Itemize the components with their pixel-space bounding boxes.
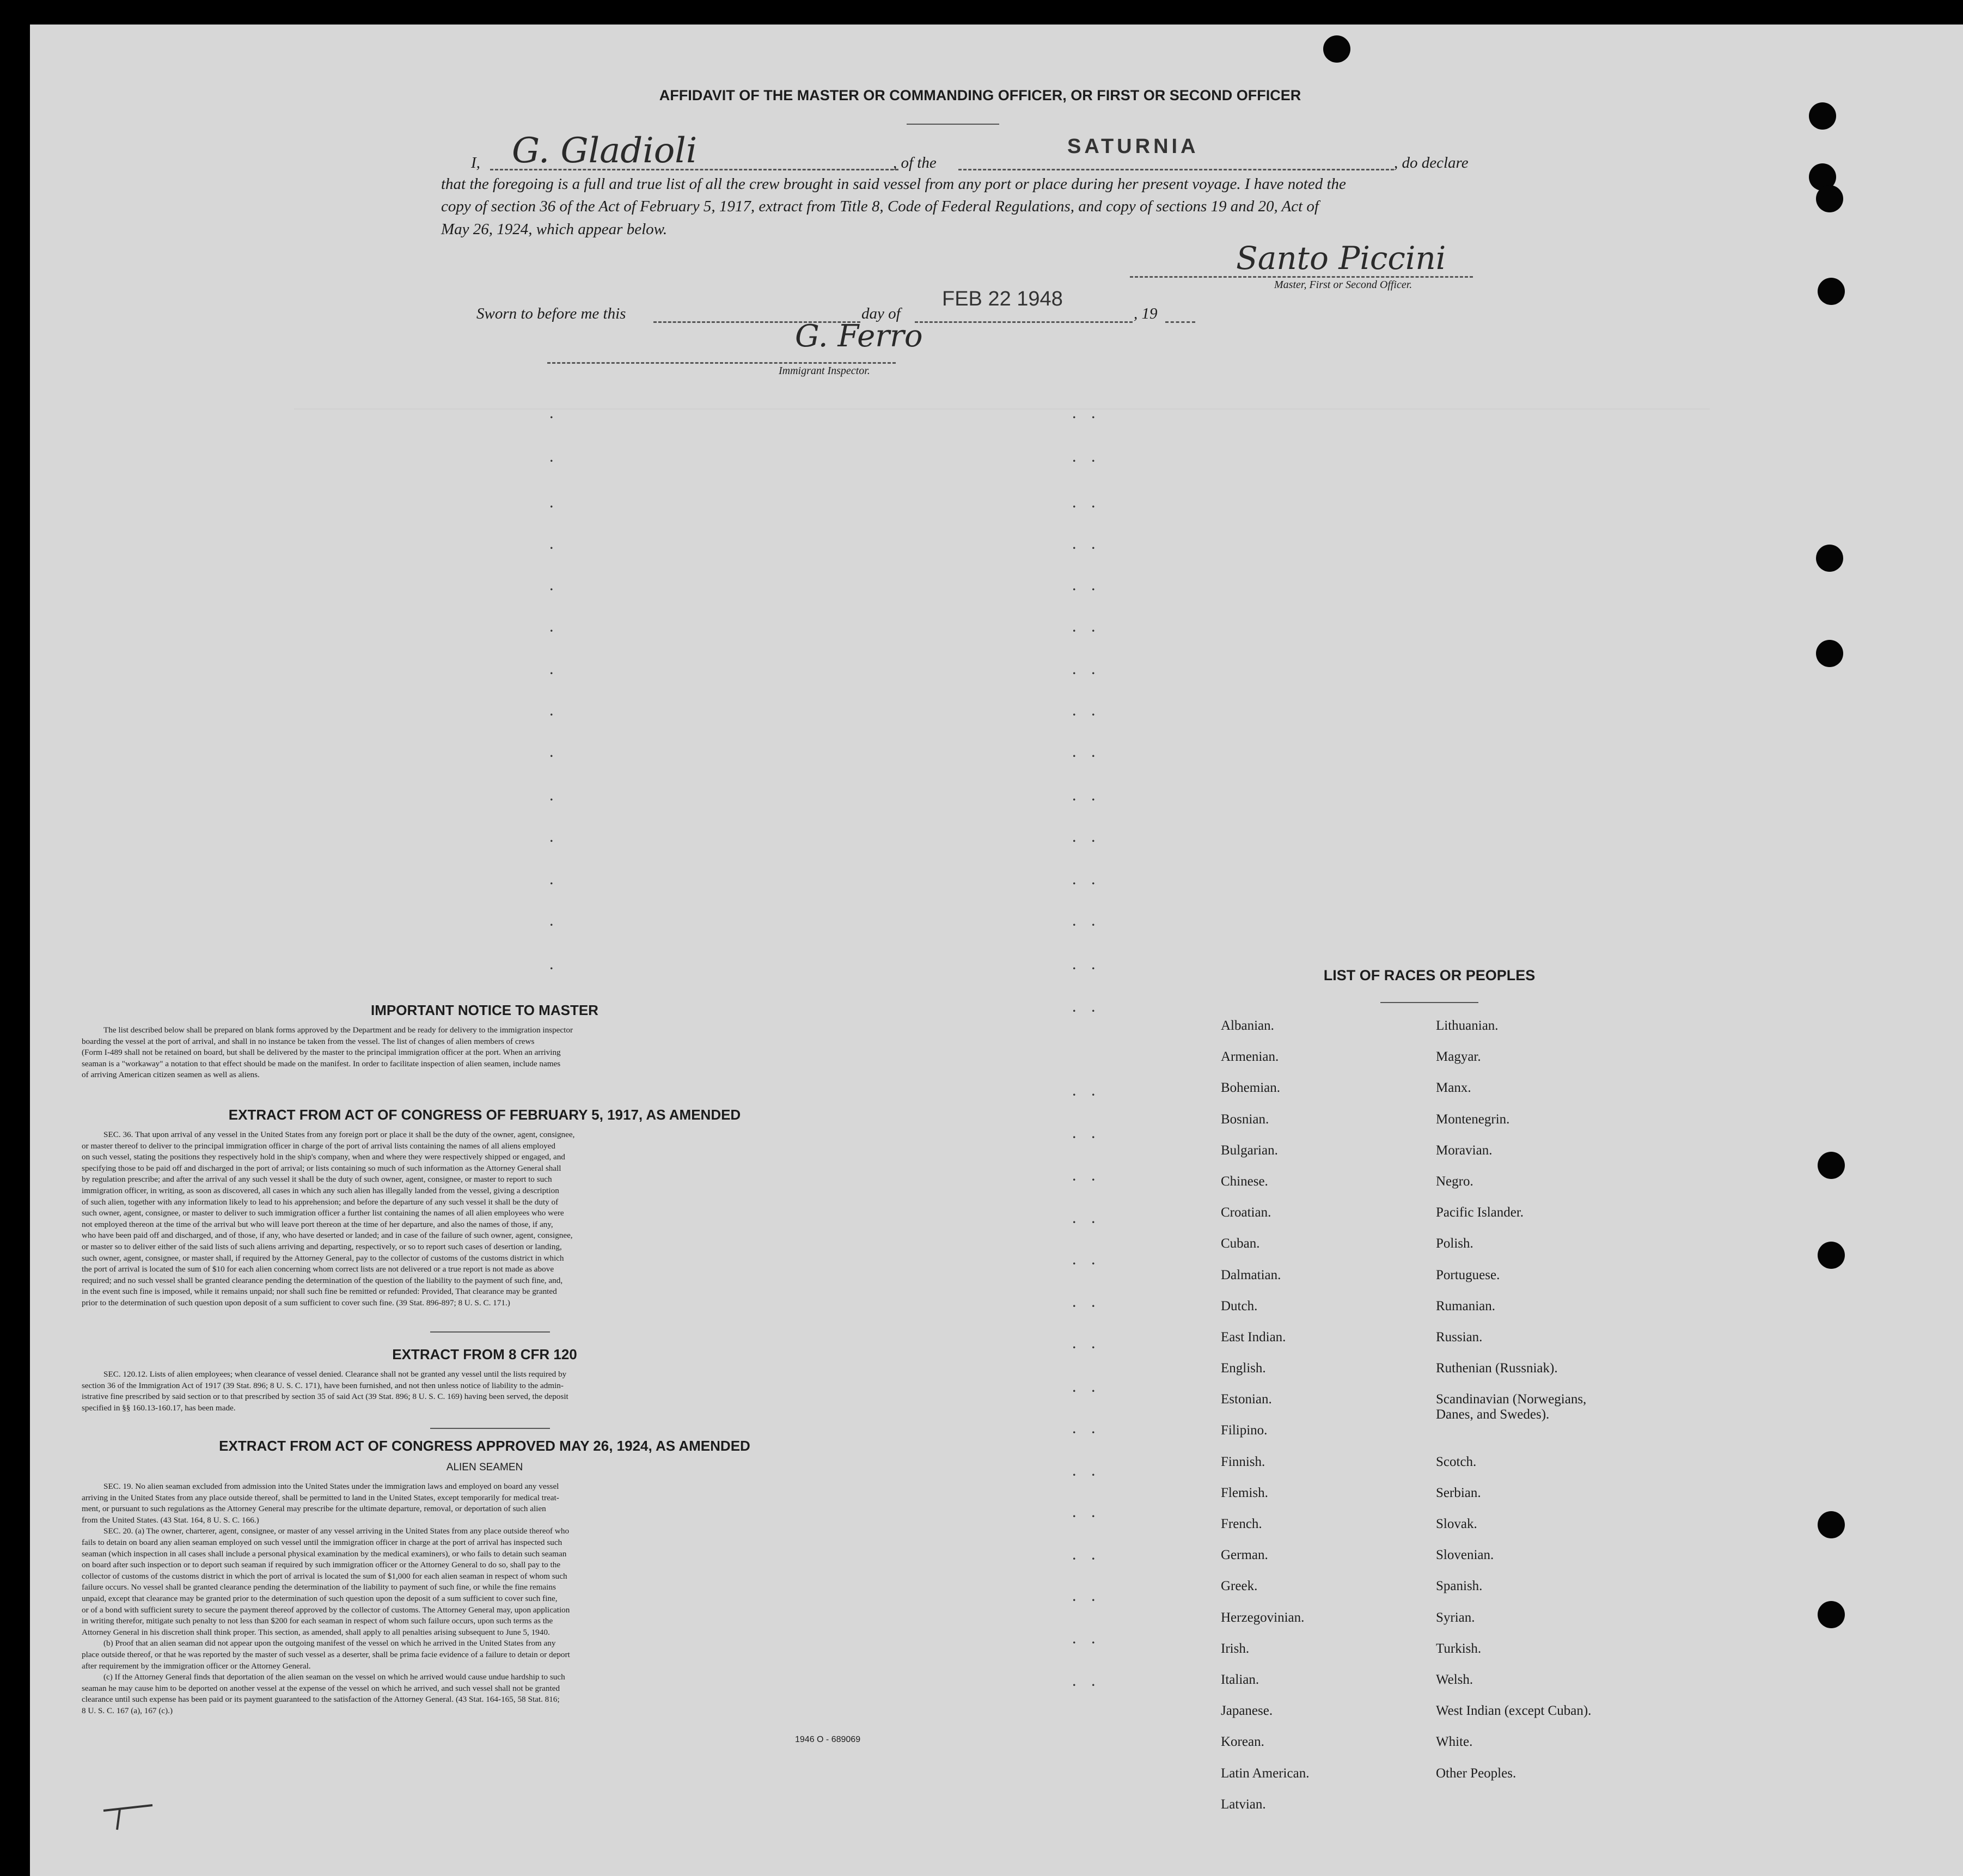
race-item: West Indian (except Cuban). [1436,1703,1592,1719]
affidavit-intro: I, [471,154,480,172]
punch-hole [1809,102,1836,130]
affidavit-title: AFFIDAVIT OF THE MASTER OR COMMANDING OFFICER, OR FIRST OR SECOND OFFICER [659,87,1301,103]
punch-hole [1818,1152,1845,1179]
race-item: Other Peoples. [1436,1765,1516,1781]
races-left-column [1221,1010,1309,1820]
race-item: Manx. [1436,1080,1471,1096]
race-item: Bosnian. [1221,1111,1269,1127]
extract-1924-body: SEC. 19. No alien seaman excluded from admission into the United States under the immigration laws and employed on board any vessel arriving in the United States from any place outside thereof, shall be permitted to land in the United States, except temporarily for medical treat- ment, or pursuant to such regulations as the Attorney General may prescribe for the ultimate departure, removal, or deportation of such alien from the United States. (43 Stat. 164, 8 U. S. C. 166.) SEC. 20. (a) The owner, charterer, agent, consignee, or master of any vessel arriving in the United States from any place outside thereof who fails to detain on board any alien seaman employed on such vessel until the immigration officer in charge at the port of arrival has inspected such seaman (which inspection in all cases shall include a personal physical examination by the medical examiners), or who fails to detain such seaman on board after such inspection or to deport such seaman if required by such immigration officer or the Attorney General to do so, shall pay to the collector of customs of the customs district in which the port of arrival is located the sum of $1,000 for each alien seaman in respect of whom such failure occurs. No vessel shall be granted clearance pending the determination of the liability to payment of such fine, or while the fine remains unpaid, except that clearance may be granted prior to the determination of such question upon the deposit of a sum sufficient to cover such fine, or of a bond with sufficient surety to secure the payment thereof approved by the collector of customs. The Attorney General may, upon application in writing therefor, mitigate such penalty to not less than $200 for each seaman in respect of whom such failure occurs, upon such terms as the Attorney General in his discretion shall think proper. This section, as amended, shall apply to all penalties arising subsequent to June 5, 1940. (b) Proof that an alien seaman did not appear upon the outgoing manifest of the vessel on which he arrived in the United States from any place outside thereof, or that he was reported by the master of such vessel as a deserter, shall be prima facie evidence of a failure to detain or deport after requirement by the immigration officer or the Attorney General. (c) If the Attorney General finds that deportation of the alien seaman on the vessel on which he arrived would cause undue hardship to such seaman he may cause him to be deported on another vessel at the expense of the vessel on which he arrived, and such vessel shall not be granted clearance until such expense has been paid or its payment guaranteed to the satisfaction of the Attorney General. (43 Stat. 164-165, 58 Stat. 816; 8 U. S. C. 167 (a), 167 (c).) [82,1482,570,1715]
extract-1924-title: EXTRACT FROM ACT OF CONGRESS APPROVED MAY 26, 1924, AS AMENDED [219,1438,750,1454]
date-stamp: FEB 22 1948 [942,288,1063,310]
punch-hole [1818,1601,1845,1628]
punch-hole [1323,35,1350,63]
of-the-label: , of the [893,154,937,172]
sworn-label: Sworn to before me this [476,305,626,322]
race-item: Dalmatian. [1221,1267,1281,1282]
race-item: Korean. [1221,1734,1264,1750]
extract-1917-body: SEC. 36. That upon arrival of any vessel in the United States from any foreign port or place it shall be the duty of the owner, agent, consignee, or master thereof to deliver to the principal immigration officer in charge of the port of arrival lists containing the names of all aliens employed on such vessel, stating the positions they respectively hold in the ship's company, when and where they were respectively shipped or engaged, and specifying those to be paid off and discharged in the port of arrival; or lists containing so much of such information as the Attorney General shall by regulation prescribe; and after the arrival of any such vessel it shall be the duty of such owner, agent, consignee, or master to report to such immigration officer, in writing, as soon as discovered, all cases in which any such alien has illegally landed from the vessel, giving a description of such alien, together with any information likely to lead to his apprehension; and before the departure of any such vessel it shall be the duty of such owner, agent, consignee, or master to deliver to such immigration officer a further list containing the names of all alien employees who were not employed thereon at the time of the arrival but who will leave port thereon at the time of her departure, and also the names of those, if any, who have been paid off and discharged, and of those, if any, who have deserted or landed; and in case of the failure of such owner, agent, consignee, or master so to deliver either of the said lists of such aliens arriving and departing, respectively, or so to report such cases of desertion or landing, such owner, agent, consignee, or master shall, if required by the Attorney General, pay to the collector of customs of the customs district in which the port of arrival is located the sum of $10 for each alien concerning whom correct lists are not delivered or a true report is not made as above required; and no such vessel shall be granted clearance pending the determination of the question of the liability to the payment of such fine, and, in the event such fine is imposed, while it remains unpaid; nor shall such fine be remitted or refunded: Provided, That clearance may be granted prior to the determination of such question upon deposit of a sum sufficient to cover such fine. (39 Stat. 896-897; 8 U. S. C. 171.) [82,1130,575,1307]
race-item: Japanese. [1221,1703,1273,1719]
declaration-line: May 26, 1924, which appear below. [441,221,668,238]
race-item: Welsh. [1436,1672,1473,1687]
race-item: German. [1221,1548,1268,1563]
race-item: Syrian. [1436,1610,1475,1625]
year-prefix: , 19 [1134,305,1158,322]
race-item: Slovenian. [1436,1548,1494,1563]
race-item: Scandinavian (Norwegians, Danes, and Swedes). [1436,1392,1587,1422]
punch-hole [1816,545,1843,572]
extract-1917-title: EXTRACT FROM ACT OF CONGRESS OF FEBRUARY 5, 1917, AS AMENDED [228,1107,741,1123]
extract-cfr-title: EXTRACT FROM 8 CFR 120 [392,1346,577,1362]
print-code: 1946 O - 689069 [795,1735,861,1744]
notice-title: IMPORTANT NOTICE TO MASTER [371,1002,598,1018]
notice-body: The list described below shall be prepared on blank forms approved by the Department and be ready for delivery to the immigration inspector boarding the vessel at the port of arrival, and shall in no instance be taken from the vessel. The list of changes of alien members of crews (Form I-489 shall not be retained on board, but shall be delivered by the master to the principal immigration officer at the port. When an arriving seaman is a "workaway" a notation to that effect should be made on the manifest. In order to facilitate inspection of alien seamen, include names of arriving American citizen seamen as well as aliens. [82,1025,573,1080]
race-item: Serbian. [1436,1485,1481,1500]
race-item: Estonian. [1221,1392,1272,1407]
race-item: Bohemian. [1221,1080,1281,1096]
declaration-line: that the foregoing is a full and true list of all the crew brought in said vessel from any port or place during her present voyage. I have noted the [441,175,1346,193]
race-item: Turkish. [1436,1641,1482,1656]
races-right-column [1436,1010,1591,1789]
punch-hole [1818,1242,1845,1269]
race-item: Moravian. [1436,1142,1493,1158]
races-title: LIST OF RACES OR PEOPLES [1323,967,1536,983]
race-item: French. [1221,1517,1262,1531]
officer-caption: Master, First or Second Officer. [1274,279,1412,291]
inspector-caption: Immigrant Inspector. [779,365,870,377]
race-item: Albanian. [1221,1018,1274,1033]
race-item: Croatian. [1221,1205,1271,1220]
race-item: Greek. [1221,1579,1258,1594]
race-item: Ruthenian (Russniak). [1436,1361,1558,1376]
race-item: Magyar. [1436,1049,1481,1065]
race-item: White. [1436,1734,1473,1750]
race-item: Scotch. [1436,1454,1477,1469]
race-item: Russian. [1436,1329,1483,1345]
race-item: English. [1221,1361,1266,1376]
race-item: Negro. [1436,1174,1473,1189]
race-item: Armenian. [1221,1049,1279,1065]
extract-1924-subtitle: ALIEN SEAMEN [446,1462,523,1473]
punch-hole [1816,640,1843,667]
race-item: Rumanian. [1436,1298,1496,1313]
day-of-label: day of [861,305,901,322]
race-item: Latvian. [1221,1796,1266,1812]
punch-hole [1818,278,1845,305]
race-item: Slovak. [1436,1517,1477,1532]
do-declare-label: , do declare [1394,154,1469,172]
race-item: Lithuanian. [1436,1018,1499,1033]
officer-signature: Santo Piccini [1236,240,1446,277]
race-item: Filipino. [1221,1423,1268,1438]
race-item: Italian. [1221,1672,1259,1687]
race-item: Bulgarian. [1221,1142,1278,1158]
race-item: Chinese. [1221,1174,1268,1189]
vessel-name-stamp: SATURNIA [1067,135,1199,158]
race-item: Dutch. [1221,1298,1258,1313]
extract-cfr-body: SEC. 120.12. Lists of alien employees; when clearance of vessel denied. Clearance shall not be granted any vessel until the lists required by section 36 of the Immigration Act of 1917 (39 Stat. 896; 8 U. S. C. 171), have been furnished, and not then unless notice of liability to the admin- istrative fine prescribed by said section or to that prescribed by section 35 of said Act (39 Stat. 896; 8 U. S. C. 169) having been served, the deposit specified in §§ 160.13-160.17, has been made. [82,1370,568,1413]
race-item: Finnish. [1221,1454,1265,1469]
punch-hole [1818,1511,1845,1538]
race-item: Irish. [1221,1641,1250,1656]
declaration-line: copy of section 36 of the Act of February 5, 1917, extract from Title 8, Code of Federal Regulations, and copy of sections 19 and 20, Act of [441,198,1319,215]
race-item: Herzegovinian. [1221,1610,1305,1625]
race-item: Montenegrin. [1436,1111,1510,1127]
race-item: Polish. [1436,1236,1473,1251]
pencil-mark-icon [98,1802,163,1835]
punch-hole [1816,185,1843,212]
master-name: G. Gladioli [512,131,698,171]
race-item: Spanish. [1436,1579,1483,1594]
race-item: Portuguese. [1436,1267,1500,1282]
race-item: Flemish. [1221,1485,1268,1500]
race-item: Cuban. [1221,1236,1260,1251]
race-item: East Indian. [1221,1329,1286,1345]
race-item: Pacific Islander. [1436,1205,1524,1220]
race-item: Latin American. [1221,1765,1310,1781]
inspector-signature: G. Ferro [795,319,923,354]
